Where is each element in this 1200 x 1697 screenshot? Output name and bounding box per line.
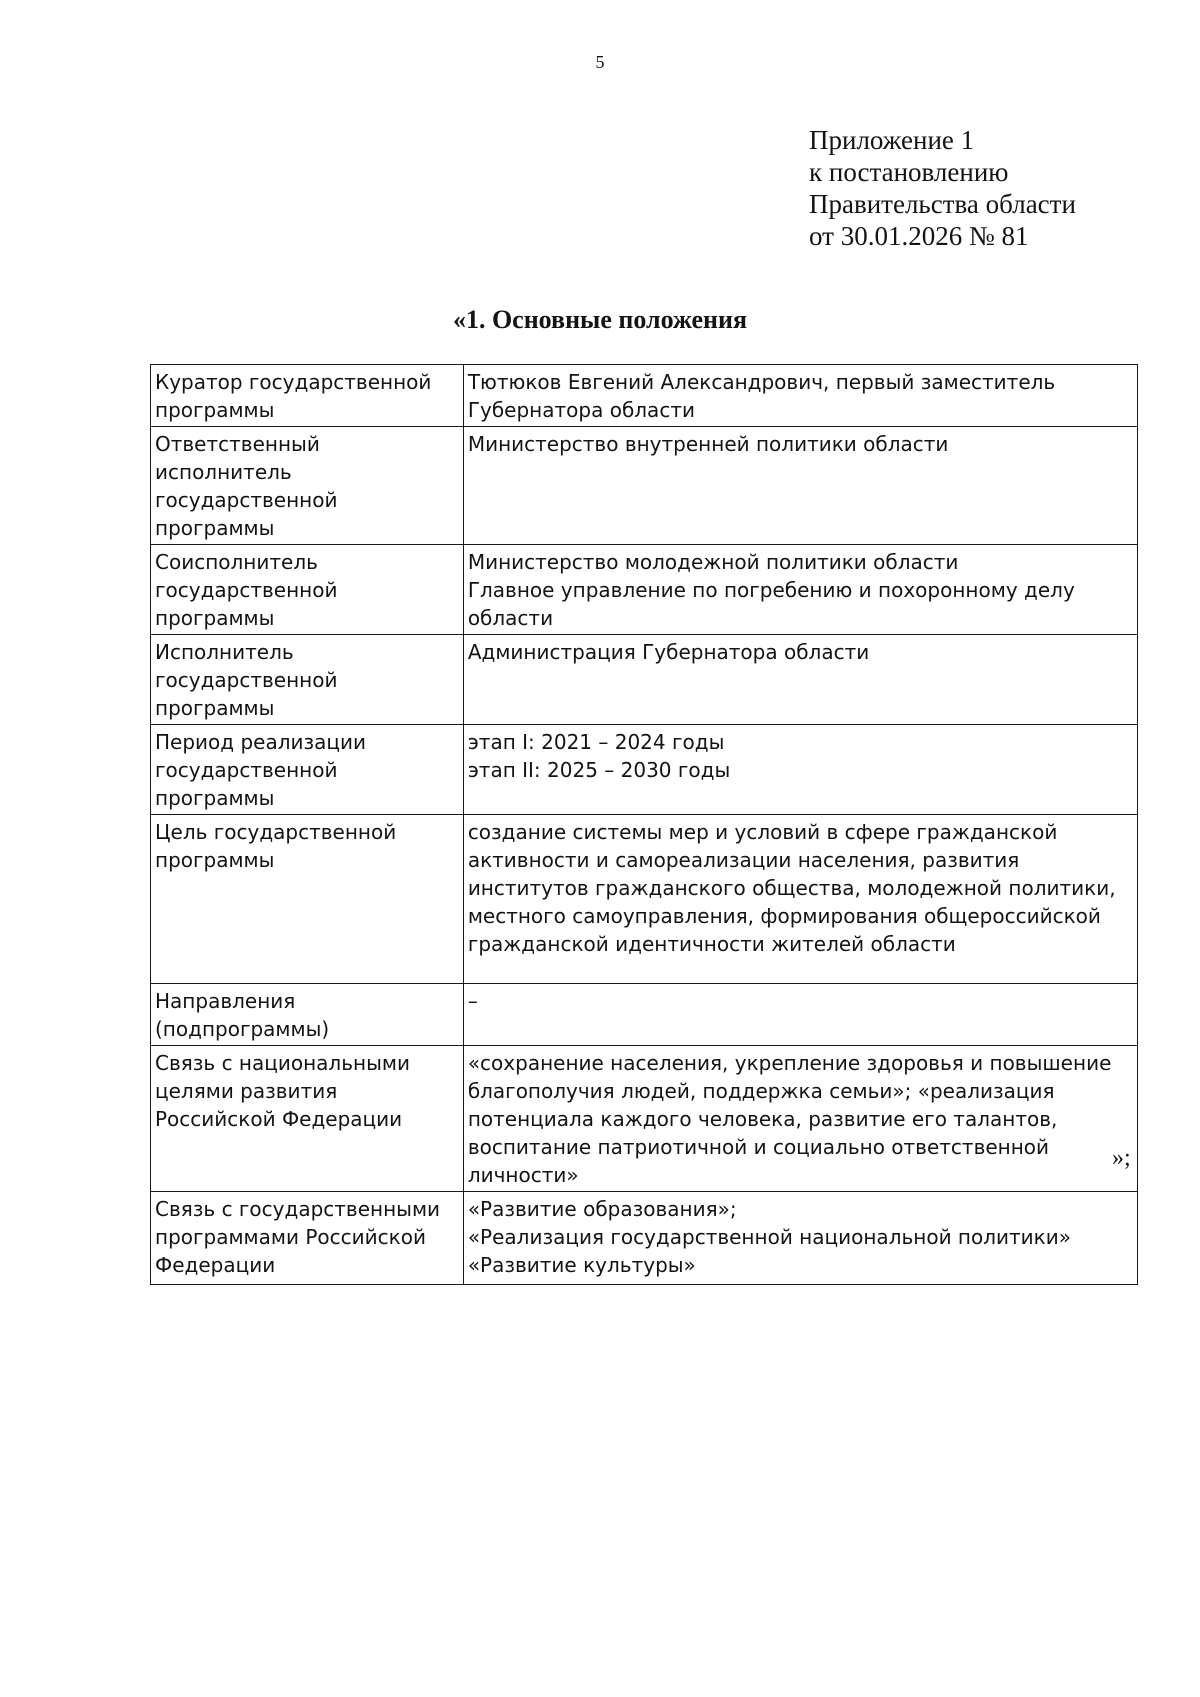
row-label: Связь с государственными программами Российской Федерации <box>151 1192 464 1285</box>
table-row <box>151 815 1138 984</box>
row-value-line: – <box>467 989 478 1013</box>
row-label: Период реализации государственной программы <box>151 725 464 815</box>
appendix-block <box>809 124 1076 252</box>
row-value-line: создание системы мер и условий в сфере гражданской активности и самореализации населения, развития институтов гражданского общества, молодежной политики, местного самоуправления, формирования общероссийской гражданской идентичности жителей области <box>467 820 1116 956</box>
row-value <box>463 1192 1137 1285</box>
row-value <box>463 984 1137 1046</box>
table-row <box>151 984 1138 1046</box>
table-body <box>151 365 1138 1285</box>
row-label: Исполнитель государственной программы <box>151 635 464 725</box>
appendix-line-2: к постановлению <box>809 157 1009 187</box>
row-label: Соисполнитель государственной программы <box>151 545 464 635</box>
table-row <box>151 725 1138 815</box>
row-value <box>463 725 1137 815</box>
row-value-line: «Реализация государственной национальной политики» <box>467 1225 1071 1249</box>
row-value-line: «сохранение населения, укрепление здоровья и повышение благополучия людей, поддержка семьи»; «реализация потенциала каждого человека, развитие его талантов, воспитание патриотичной и социально ответственной личности» <box>467 1051 1112 1187</box>
appendix-line-1: Приложение 1 <box>809 125 975 155</box>
row-value-line: «Развитие образования»; <box>467 1197 737 1221</box>
page-number: 5 <box>595 52 605 72</box>
row-label: Связь с национальными целями развития Российской Федерации <box>151 1046 464 1192</box>
row-value-line: этап II: 2025 – 2030 годы <box>467 758 731 782</box>
table-row <box>151 365 1138 427</box>
table-row <box>151 1046 1138 1192</box>
appendix-line-3: Правительства области <box>809 189 1076 219</box>
section-title: «1. Основные положения <box>452 305 748 334</box>
table-row <box>151 545 1138 635</box>
row-value <box>463 815 1137 984</box>
row-value-line: этап I: 2021 – 2024 годы <box>467 730 725 754</box>
row-label: Цель государственной программы <box>151 815 464 984</box>
table-row <box>151 427 1138 545</box>
row-value-line: Министерство молодежной политики области <box>467 550 959 574</box>
table-row <box>151 635 1138 725</box>
row-value-line: Тютюков Евгений Александрович, первый заместитель Губернатора области <box>467 370 1056 422</box>
row-value-line: Главное управление по погребению и похоронному делу области <box>467 578 1075 630</box>
program-passport-table <box>150 364 1138 1285</box>
row-label: Ответственный исполнитель государственной программы <box>151 427 464 545</box>
row-value-line: Министерство внутренней политики области <box>467 432 949 456</box>
closing-quote: »; <box>1112 1145 1131 1171</box>
table-row <box>151 1192 1138 1285</box>
appendix-line-4: от 30.01.2026 № 81 <box>809 221 1029 251</box>
row-value <box>463 545 1137 635</box>
row-value <box>463 635 1137 725</box>
row-label: Направления (подпрограммы) <box>151 984 464 1046</box>
row-value-line: Администрация Губернатора области <box>467 640 870 664</box>
row-value <box>463 1046 1137 1192</box>
row-label: Куратор государственной программы <box>151 365 464 427</box>
row-value <box>463 365 1137 427</box>
row-value-line: «Развитие культуры» <box>467 1253 696 1277</box>
row-value <box>463 427 1137 545</box>
